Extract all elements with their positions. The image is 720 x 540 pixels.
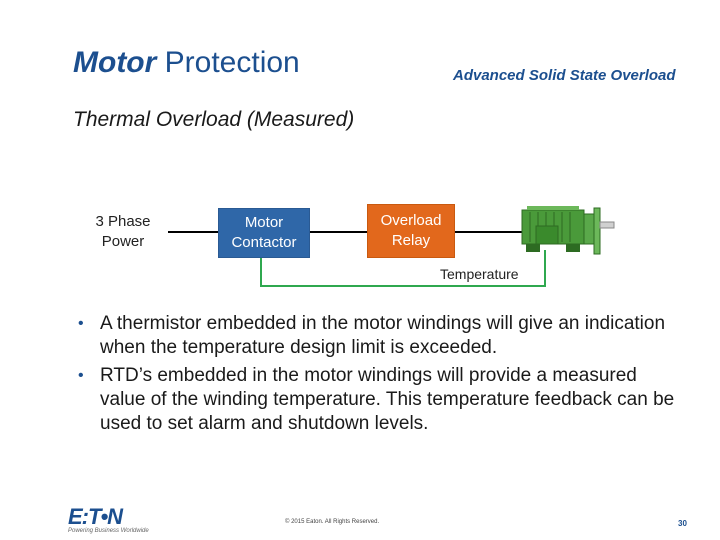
relay-line-1: Overload	[380, 212, 442, 229]
bullet-dot-icon: •	[78, 367, 84, 384]
temperature-label: Temperature	[440, 266, 519, 282]
power-line-2: Power	[101, 233, 145, 250]
section-title: Thermal Overload (Measured)	[73, 108, 355, 131]
power-line-1: 3 Phase	[95, 213, 151, 230]
motor-contactor-box	[218, 208, 310, 258]
bullet-item	[78, 364, 678, 436]
logo-wordmark: E:T•N	[68, 504, 123, 529]
title-bold: Motor	[73, 46, 157, 79]
page-subtitle: Advanced Solid State Overload	[453, 67, 676, 84]
logo-tagline: Powering Business Worldwide	[68, 528, 149, 534]
bullet-text: RTD’s embedded in the motor windings will provide a measured value of the winding temperature. This temperature feedback can be used to set alarm and shutdown levels.	[100, 365, 675, 434]
bullet-text: A thermistor embedded in the motor windings will give an indication when the temperature design limit is exceeded.	[100, 313, 666, 358]
three-phase-power-label	[78, 210, 168, 254]
eaton-logo	[68, 506, 149, 534]
page-number: 30	[678, 519, 687, 528]
bullet-item	[78, 312, 678, 360]
title-rest: Protection	[164, 46, 300, 79]
contactor-line-2: Contactor	[231, 234, 297, 251]
contactor-line-1: Motor	[244, 214, 284, 231]
overload-relay-box	[367, 204, 455, 258]
motor-icon	[522, 206, 614, 254]
bullet-list	[78, 312, 678, 440]
bullet-dot-icon: •	[78, 315, 84, 332]
relay-line-2: Relay	[391, 232, 431, 249]
copyright-text: © 2015 Eaton. All Rights Reserved.	[285, 519, 380, 525]
